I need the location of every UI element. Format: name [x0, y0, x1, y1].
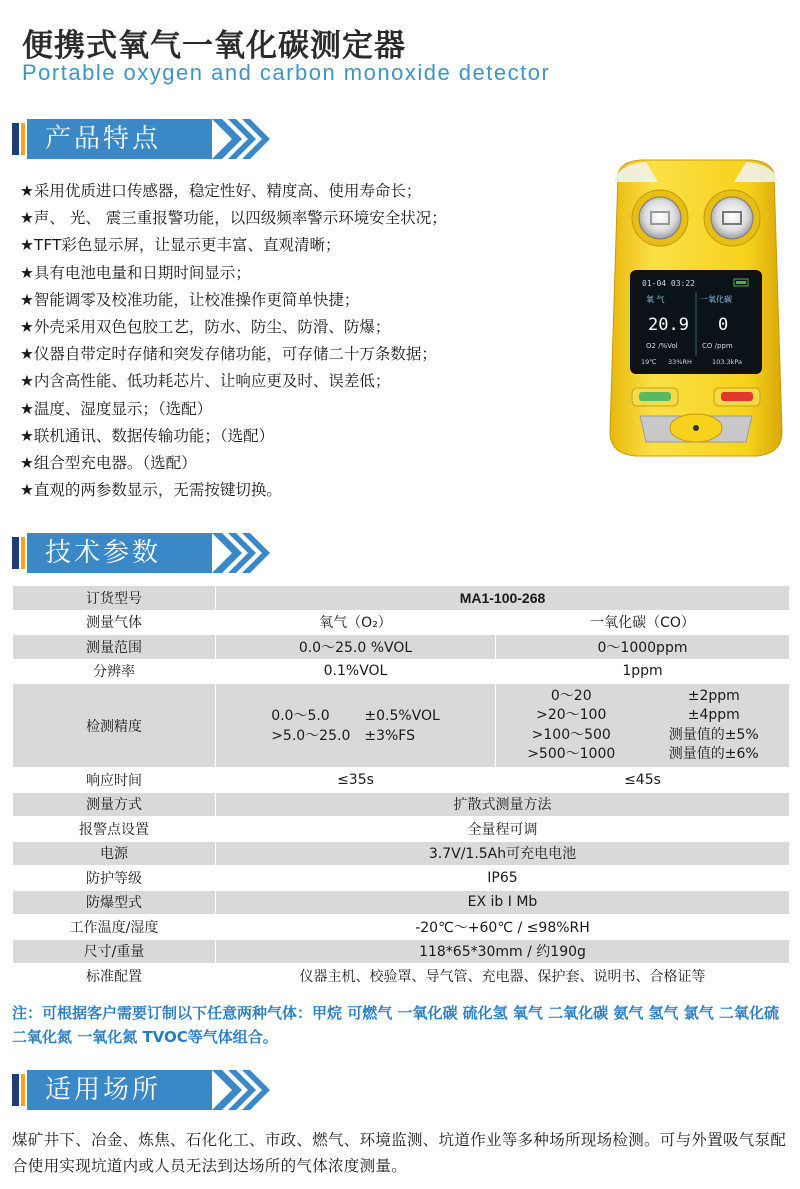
spec-value-co: 0～1000ppm [496, 635, 790, 660]
table-row [13, 939, 790, 964]
feature-item: ★声、 光、 震三重报警功能，以四级频率警示环境安全状况； [20, 209, 447, 228]
spec-value: 扩散式测量方法 [216, 792, 790, 817]
page-subtitle-en: Portable oxygen and carbon monoxide detector [22, 60, 551, 85]
custom-gas-note: 注：可根据客户需要订制以下任意两种气体：甲烷 可燃气 一氧化碳 硫化氢 氧气 二氧化碳 氨气 氢气 氯气 二氧化硫 二氧化氮 一氧化氮 TVOC等气体组合。 [12, 1004, 780, 1046]
stripes-decoration [212, 119, 272, 159]
accuracy-o2-grid [271, 706, 440, 746]
table-row [13, 768, 790, 793]
accuracy-range: >100～500 [531, 726, 611, 743]
spec-label: 订货型号 [13, 586, 216, 611]
spec-label: 检测精度 [13, 684, 216, 768]
feature-item: ★采用优质进口传感器，稳定性好、精度高、使用寿命长； [20, 182, 422, 200]
header-accent-bar-orange [21, 1074, 25, 1106]
spec-table [12, 585, 790, 989]
usage-description: 煤矿井下、冶金、炼焦、石化化工、市政、燃气、环境监测、坑道作业等多种场所现场检测。可与外置吸气泵配合使用实现坑道内或人员无法到达场所的气体浓度测量。 [12, 1131, 787, 1175]
spec-label: 响应时间 [13, 768, 216, 793]
spec-value-o2: 氧气（O₂） [216, 610, 496, 635]
header-accent-bar [12, 123, 19, 155]
feature-item: ★温度、湿度显示；（选配） [20, 399, 213, 418]
spec-value-co [496, 684, 790, 768]
spec-value-co: 一氧化碳（CO） [496, 610, 790, 635]
feature-item: ★外壳采用双色包胶工艺，防水、防尘、防滑、防爆； [20, 317, 391, 336]
screen-co-label: 一氧化碳 [700, 295, 732, 304]
table-row [13, 866, 790, 891]
feature-item: ★仪器自带定时存储和突发存储功能，可存储二十万条数据； [20, 345, 437, 364]
spec-value: IP65 [216, 866, 790, 891]
table-row [13, 890, 790, 915]
table-row [13, 792, 790, 817]
feature-item: ★具有电池电量和日期时间显示； [20, 263, 251, 282]
accuracy-value: ±4ppm [687, 707, 740, 723]
table-row [13, 659, 790, 684]
feature-item: ★组合型充电器。（选配） [20, 453, 197, 472]
spec-label: 标准配置 [13, 964, 216, 989]
spec-label: 防护等级 [13, 866, 216, 891]
table-row [13, 964, 790, 989]
screen-o2-unit: O2 /%Vol [646, 342, 678, 350]
section-header-usage [12, 1070, 272, 1110]
spec-value: EX ib Ⅰ Mb [216, 890, 790, 915]
feature-item: ★直观的两参数显示，无需按键切换。 [20, 481, 282, 500]
header-accent-bar [12, 1074, 19, 1106]
detector-device-image [596, 152, 796, 464]
spec-value: -20℃～+60℃ / ≤98%RH [216, 915, 790, 940]
accuracy-value: ±3%FS [364, 727, 415, 744]
stripes-decoration [212, 533, 272, 573]
table-row [13, 635, 790, 660]
feature-item: ★智能调零及校准功能，让校准操作更简单快捷； [20, 290, 360, 309]
spec-label: 工作温度/湿度 [13, 915, 216, 940]
spec-value: MA1-100-268 [216, 586, 790, 611]
table-row [13, 817, 790, 842]
spec-value: 118*65*30mm / 约190g [216, 939, 790, 964]
section-title-usage: 适用场所 [27, 1070, 212, 1110]
section-title-features: 产品特点 [27, 119, 212, 159]
screen-co-value: 0 [718, 315, 729, 335]
accuracy-value: 测量值的±6% [668, 746, 759, 762]
spec-label: 测量气体 [13, 610, 216, 635]
screen-o2-label: 氧 气 [646, 295, 665, 304]
accuracy-range: 0～20 [550, 687, 592, 704]
header-accent-bar-orange [21, 123, 25, 155]
spec-label: 尺寸/重量 [13, 939, 216, 964]
spec-value-o2: 0.0～25.0 %VOL [216, 635, 496, 660]
screen-co-unit: CO /ppm [702, 342, 733, 350]
spec-value-o2 [216, 684, 496, 768]
spec-label: 分辨率 [13, 659, 216, 684]
spec-value-o2: 0.1%VOL [216, 659, 496, 684]
feature-list [20, 178, 610, 504]
table-row [13, 915, 790, 940]
accuracy-co-grid [500, 687, 785, 765]
accuracy-range: >20～100 [536, 707, 607, 723]
accuracy-value: ±2ppm [687, 687, 740, 704]
accuracy-value: ±0.5%VOL [364, 707, 440, 724]
spec-label: 防爆型式 [13, 890, 216, 915]
spec-value: 全量程可调 [216, 817, 790, 842]
header-accent-bar-orange [21, 537, 25, 569]
section-header-specs [12, 533, 272, 573]
feature-item: ★内含高性能、低功耗芯片、让响应更及时、误差低； [20, 372, 391, 391]
spec-value-co: ≤45s [496, 768, 790, 793]
header-accent-bar [12, 537, 19, 569]
screen-humidity: 33%RH [668, 358, 692, 366]
spec-label: 测量方式 [13, 792, 216, 817]
stripes-decoration [212, 1070, 272, 1110]
spec-label: 报警点设置 [13, 817, 216, 842]
screen-time: 01-04 03:22 [642, 279, 695, 288]
page-title: 便携式氧气一氧化碳测定器 [22, 28, 406, 64]
table-row [13, 586, 790, 611]
spec-value-co: 1ppm [496, 659, 790, 684]
table-row [13, 841, 790, 866]
accuracy-range: >500～1000 [527, 746, 616, 762]
spec-label: 测量范围 [13, 635, 216, 660]
accuracy-range: 0.0～5.0 [271, 707, 330, 724]
accuracy-range: >5.0～25.0 [271, 727, 351, 744]
feature-item: ★联机通讯、数据传输功能；（选配） [20, 426, 275, 445]
spec-label: 电源 [13, 841, 216, 866]
spec-value-o2: ≤35s [216, 768, 496, 793]
screen-o2-value: 20.9 [648, 315, 689, 335]
section-title-specs: 技术参数 [27, 533, 212, 573]
spec-value: 3.7V/1.5Ah可充电电池 [216, 841, 790, 866]
feature-item: ★TFT彩色显示屏，让显示更丰富、直观清晰； [20, 236, 341, 255]
section-header-features [12, 119, 272, 159]
screen-pressure: 103.3kPa [712, 358, 742, 366]
table-row [13, 684, 790, 768]
spec-value: 仪器主机、校验罩、导气管、充电器、保护套、说明书、合格证等 [216, 964, 790, 989]
table-row [13, 610, 790, 635]
accuracy-value: 测量值的±5% [668, 726, 759, 743]
screen-temp: 19℃ [641, 358, 657, 366]
